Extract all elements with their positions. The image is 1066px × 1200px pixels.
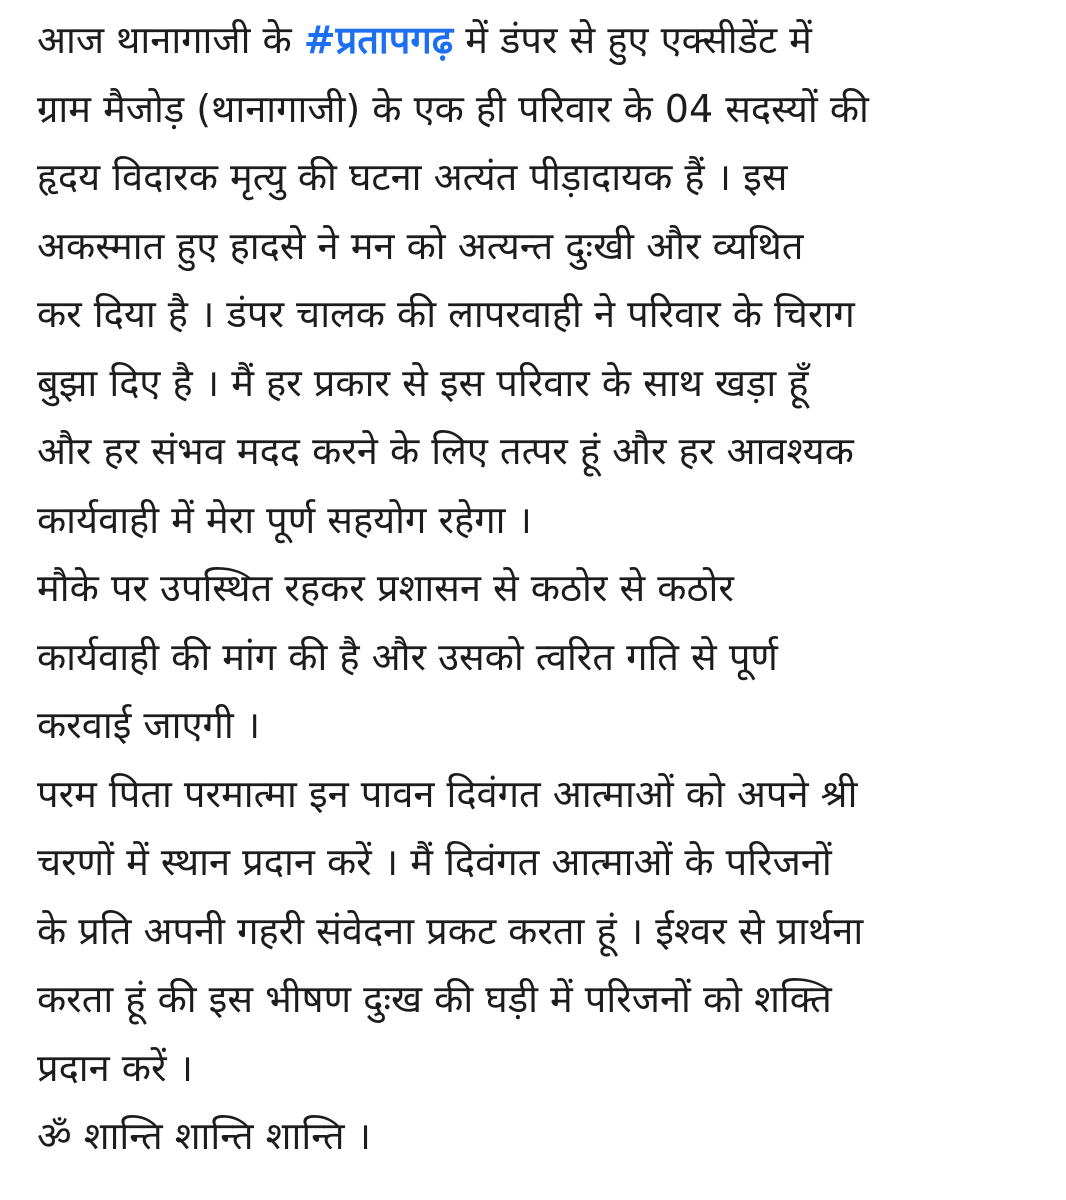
post-line-10: कार्यवाही की मांग की है और उसको त्वरित गति से पूर्ण [37,634,778,679]
hashtag-link-pratapgarh[interactable]: #प्रतापगढ़ [303,18,454,62]
post-line-1 [37,6,1047,75]
post-line-17: ॐ शान्ति शान्ति शान्ति । [37,1114,372,1158]
post-line-3: हृदय विदारक मृत्यु की घटना अत्यंत पीड़ादायक हैं । इस [37,155,788,199]
post-line-15: करता हूं की इस भीषण दुःख की घड़ी में परिजनों को शक्ति [37,977,832,1021]
post-line-8: कार्यवाही में मेरा पूर्ण सहयोग रहेगा । [37,497,532,542]
post-line-9: मौके पर उपस्थित रहकर प्रशासन से कठोर से कठोर [37,566,734,610]
post-line-16: प्रदान करें । [37,1045,194,1090]
post-line-14: के प्रति अपनी गहरी संवेदना प्रकट करता हूं । ईश्वर से प्रार्थना [37,908,864,953]
post-line-7: और हर संभव मदद करने के लिए तत्पर हूं और हर आवश्यक [37,429,854,473]
post-line-6: बुझा दिए है । मैं हर प्रकार से इस परिवार के साथ खड़ा हूँ [37,360,809,405]
post-text [37,6,1047,1171]
post-line-4: अकस्मात हुए हादसे ने मन को अत्यन्त दुःखी और व्यथित [37,223,804,268]
post-line-11: करवाई जाएगी । [37,703,261,747]
post-line-13: चरणों में स्थान प्रदान करें । मैं दिवंगत आत्माओं के परिजनों [37,840,832,884]
line-1-before: आज थानागाजी के [37,18,304,62]
post-line-2: ग्राम मैजोड़ (थानागाजी) के एक ही परिवार के 04 सदस्यों की [37,86,869,131]
post-line-5: कर दिया है । डंपर चालक की लापरवाही ने परिवार के चिराग [37,292,855,336]
line-1-after: में डंपर से हुए एक्सीडेंट में [453,18,812,62]
post-line-12: परम पिता परमात्मा इन पावन दिवंगत आत्माओं को अपने श्री [37,771,858,816]
